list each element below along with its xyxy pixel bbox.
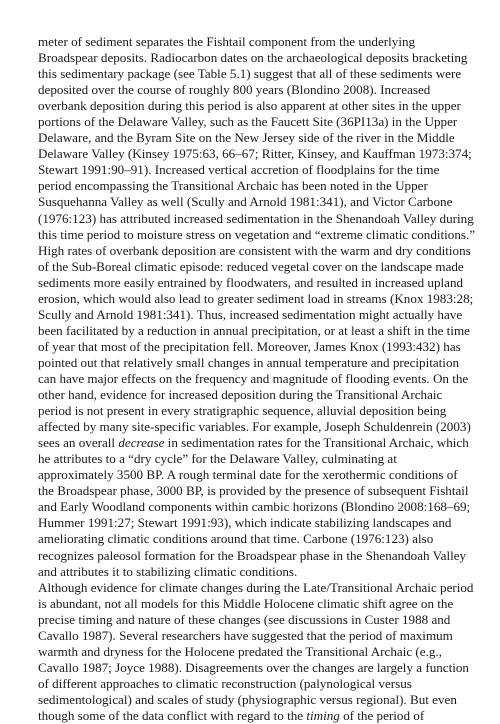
text-line: Delaware Valley (Kinsey 1975:63, 66–67; Ritter, Kinsey, and Kauffman 1973:374; (38, 146, 472, 162)
text-run: in sedimentation rates for the Transitional Archaic, which (164, 435, 469, 451)
text-line: sediments more easily entrained by floodwaters, and resulted in increased upland (38, 274, 464, 290)
text-line: Delaware, and the Byram Site on the New Jersey side of the river in the Middle (38, 130, 455, 146)
text-line: precise timing and nature of these changes (see discussions in Custer 1988 and (38, 611, 451, 627)
text-line: pointed out that relatively small changes in annual temperature and precipitation (38, 354, 460, 370)
text-line: of different approaches to climatic reconstruction (palynological versus (38, 675, 412, 691)
text-line: and Early Woodland components within cambic horizons (Blondino 2008:168–69; (38, 499, 471, 515)
text-run: though some of the data conflict with regard to the (38, 707, 307, 723)
emphasized-word: decrease (118, 435, 165, 451)
text-line: approximately 3500 BP. A rough terminal date for the xerothermic conditions of (38, 467, 458, 483)
text-line: he attributes to a “dry cycle” for the Delaware Valley, culminating at (38, 451, 397, 467)
paragraph-2 (38, 579, 474, 724)
text-line: and attributes it to stabilizing climatic conditions. (38, 563, 298, 579)
text-line: deposited over the course of roughly 800 years (Blondino 2008). Increased (38, 82, 431, 98)
document-page (38, 34, 476, 724)
text-line: period is not present in every stratigraphic sequence, alluvial deposition being (38, 403, 447, 419)
text-line: Hummer 1991:27; Stewart 1991:93), which indicate stabilizing landscapes and (38, 515, 452, 531)
text-line: Susquehanna Valley as well (Scully and Arnold 1981:341), and Victor Carbone (38, 194, 453, 210)
text-line: Stewart 1991:90–91). Increased vertical accretion of floodplains for the time (38, 162, 440, 178)
text-line: Broadspear deposits. Radiocarbon dates on the archaeological deposits bracketing (38, 50, 468, 66)
text-line: of the Sub-Boreal climatic episode: reduced vegetal cover on the landscape made (38, 258, 464, 274)
text-line: ameliorating climatic conditions around that time. Carbone (1976:123) also (38, 531, 434, 547)
text-line: portions of the Delaware Valley, such as the Faucett Site (36PI13a) in the Upper (38, 114, 458, 130)
text-line: Cavallo 1987). Several researchers have suggested that the period of maximum (38, 627, 453, 643)
text-line: Scully and Arnold 1981:341). Thus, increased sedimentation might actually have (38, 306, 463, 322)
text-line: can have major effects on the frequency and magnitude of flooding events. On the (38, 370, 469, 386)
text-line: recognizes paleosol formation for the Broadspear phase in the Shenandoah Valley (38, 547, 467, 563)
text-line: meter of sediment separates the Fishtail component from the underlying (38, 34, 416, 49)
text-line: sedimentological) and scales of study (physiographic versus regional). But even (38, 691, 457, 707)
text-line: this time period to moisture stress on vegetation and “extreme climatic conditions.” (38, 226, 476, 242)
text-line: affected by many site-specific variables. For example, Joseph Schuldenrein (2003) (38, 419, 471, 435)
text-line: High rates of overbank deposition are consistent with the warm and dry conditions (38, 242, 471, 258)
text-line: Although evidence for climate changes during the Late/Transitional Archaic period (38, 579, 474, 595)
text-line: other hand, evidence for increased deposition during the Transitional Archaic (38, 387, 443, 403)
text-line: warmth and dryness for the Holocene predated the Transitional Archaic (e.g., (38, 643, 442, 659)
text-line: of year that most of the precipitation fell. Moreover, James Knox (1993:432) has (38, 338, 461, 354)
text-line: Cavallo 1987; Joyce 1988). Disagreements over the changes are largely a function (38, 659, 469, 675)
text-line: erosion, which would also lead to greater sediment load in streams (Knox 1983:28; (38, 290, 474, 306)
text-line: this sedimentary package (see Table 5.1) suggest that all of these sediments were (38, 66, 462, 82)
text-line-with-emphasis (38, 708, 468, 724)
text-line: overbank deposition during this period is also apparent at other sites in the upper (38, 98, 461, 114)
text-line: been facilitated by a reduction in annual precipitation, or at least a shift in the time (38, 322, 470, 338)
text-line: is abundant, not all models for this Middle Holocene climatic shift agree on the (38, 595, 454, 611)
text-run: of the period of (339, 707, 425, 723)
text-run: sees an overall (38, 435, 119, 451)
paragraph-1 (38, 34, 476, 580)
text-line: the Broadspear phase, 3000 BP, is provided by the presence of subsequent Fishtail (38, 483, 469, 499)
text-line: (1976:123) has attributed increased sedimentation in the Shenandoah Valley during (38, 210, 474, 226)
text-line: period encompassing the Transitional Archaic has been noted in the Upper (38, 178, 428, 194)
text-line-with-emphasis (38, 435, 468, 451)
emphasized-word: timing (306, 707, 340, 723)
